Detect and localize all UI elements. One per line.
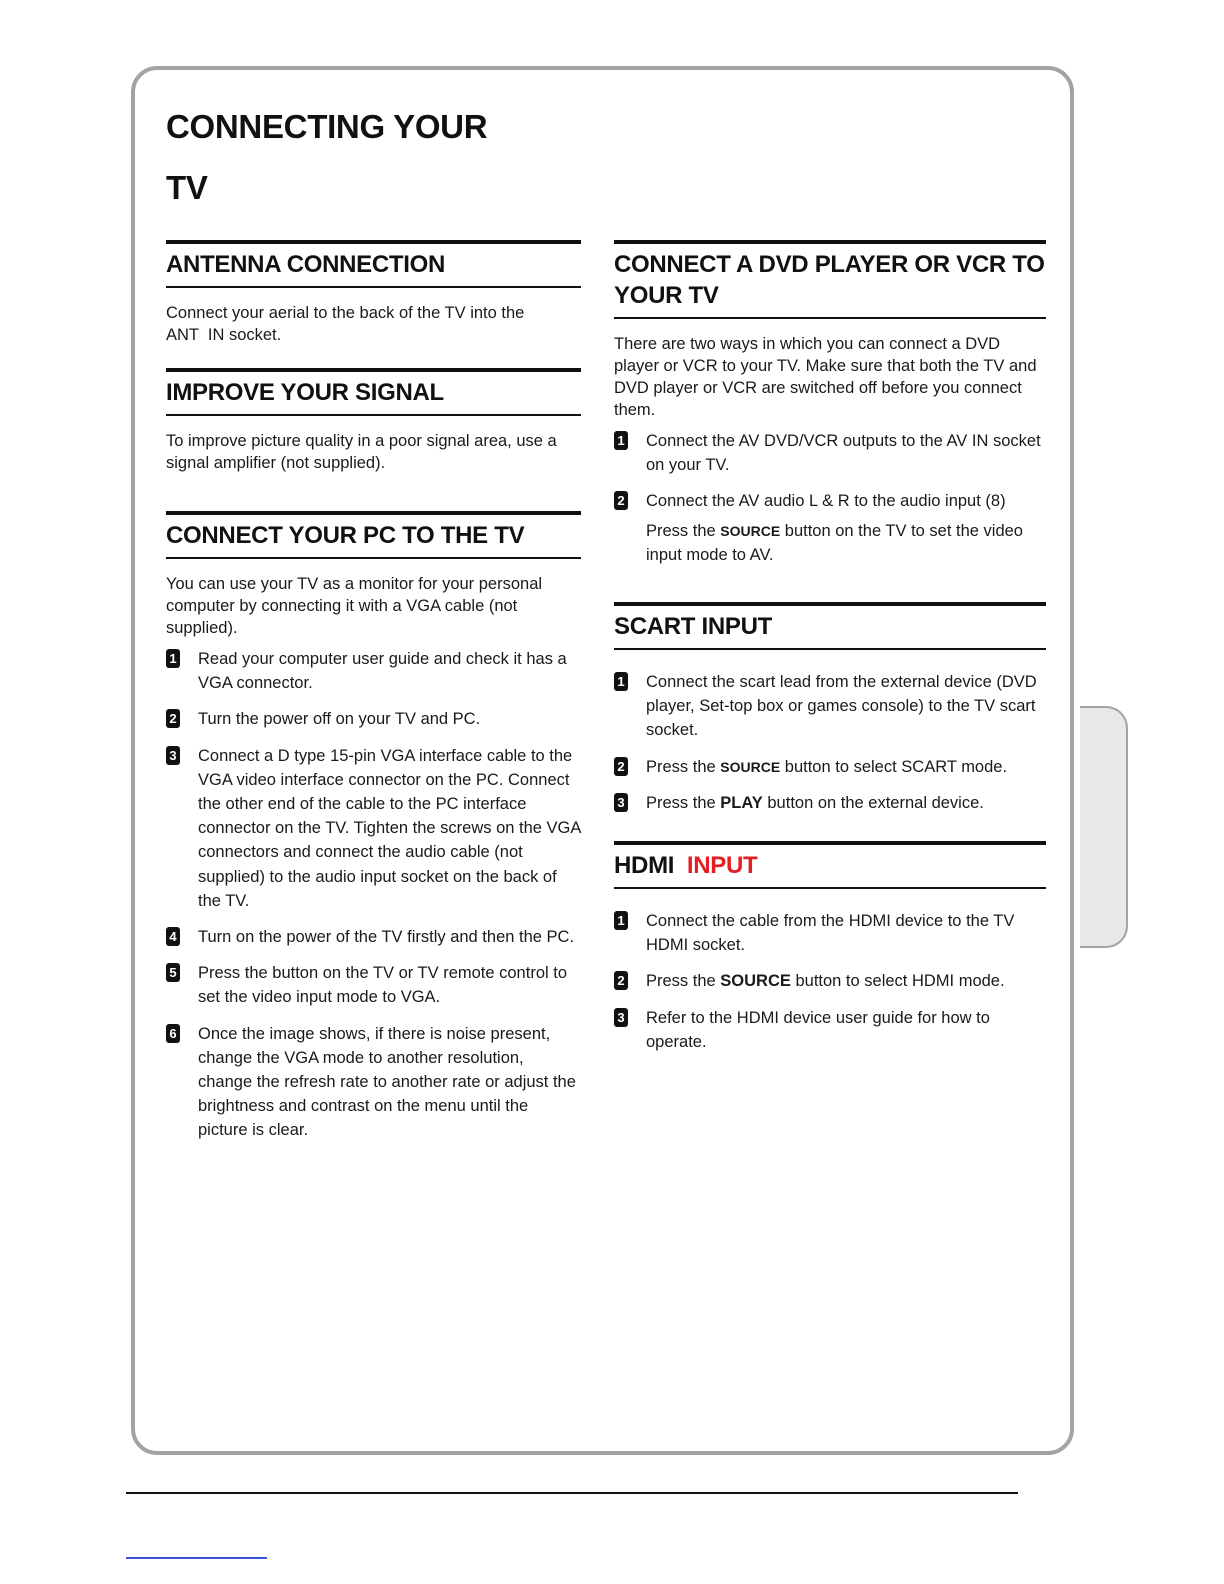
footer-link-underline[interactable]	[126, 1557, 267, 1559]
pc-body: You can use your TV as a monitor for your personal computer by connecting it with a VGA cable (not supplied).	[166, 575, 543, 637]
antenna-heading: ANTENNA CONNECTION	[166, 240, 581, 288]
scart-steps	[614, 670, 1046, 815]
step-number-icon	[614, 911, 628, 930]
scart-step: 3 Press the PLAY button on the external device.	[614, 791, 1046, 815]
signal-section	[166, 368, 581, 511]
hdmi-step: 2 Press the SOURCE button to select HDMI mode.	[614, 969, 1046, 993]
source-key-label: SOURCE	[720, 758, 781, 775]
right-column	[614, 240, 1046, 1066]
step-number-icon	[614, 793, 628, 812]
pc-section	[166, 511, 581, 1143]
pc-step: 2 Turn the power off on your TV and PC.	[166, 707, 581, 731]
step-number-icon	[166, 963, 180, 982]
source-key-label: SOURCE	[720, 522, 781, 539]
signal-body: To improve picture quality in a poor signal area, use a signal amplifier (not supplied).	[166, 432, 557, 472]
pc-steps	[166, 647, 581, 1143]
side-tab	[1080, 706, 1128, 948]
antenna-body: Connect your aerial to the back of the TV into the ANT IN socket.	[166, 304, 525, 344]
pc-step: 4 Turn on the power of the TV firstly and then the PC.	[166, 925, 581, 949]
step-number-icon	[614, 971, 628, 990]
hdmi-heading: HDMI INPUT	[614, 841, 1046, 889]
scart-section	[614, 602, 1046, 841]
step-number-icon	[614, 757, 628, 776]
dvd-body: There are two ways in which you can connect a DVD player or VCR to your TV. Make sure that both the TV and DVD player or VCR are switched off before you connect them.	[614, 335, 1037, 419]
hdmi-steps	[614, 909, 1046, 1054]
dvd-step: 2 Connect the AV audio L & R to the audio input (8) Press the SOURCE button on the TV to set the video input mode to AV.	[614, 489, 1046, 567]
dvd-section	[614, 240, 1046, 602]
step-number-icon	[166, 746, 180, 765]
step-number-icon	[614, 1008, 628, 1027]
hdmi-heading-accent: INPUT	[686, 852, 758, 879]
pc-heading: CONNECT YOUR PC TO THE TV	[166, 511, 581, 559]
dvd-heading: CONNECT A DVD PLAYER OR VCR TO YOUR TV	[614, 240, 1046, 319]
pc-step: 1 Read your computer user guide and check it has a VGA connector.	[166, 647, 581, 695]
step-number-icon	[166, 927, 180, 946]
pc-step: 3 Connect a D type 15-pin VGA interface cable to the VGA video interface connector on the PC. Connect the other end of the cable to the PC interface connector on the TV. Tighten the screws on the VGA connectors and connect the audio cable (not supplied) to the audio input socket on the back of the TV.	[166, 744, 581, 913]
hdmi-step: 3 Refer to the HDMI device user guide for how to operate.	[614, 1006, 1046, 1054]
left-column	[166, 240, 581, 1155]
antenna-section	[166, 240, 581, 368]
dvd-step-note: Press the SOURCE button on the TV to set the video input mode to AV.	[646, 521, 1028, 564]
step-number-icon	[166, 1024, 180, 1043]
step-number-icon	[614, 672, 628, 691]
step-number-icon	[166, 709, 180, 728]
scart-step: 2 Press the SOURCE button to select SCART mode.	[614, 755, 1046, 779]
signal-heading: IMPROVE YOUR SIGNAL	[166, 368, 581, 416]
hdmi-section	[614, 841, 1046, 1054]
dvd-steps	[614, 429, 1046, 567]
hdmi-step: 1 Connect the cable from the HDMI device to the TV HDMI socket.	[614, 909, 1046, 957]
source-key-label: SOURCE	[720, 972, 791, 991]
step-number-icon	[166, 649, 180, 668]
scart-heading: SCART INPUT	[614, 602, 1046, 650]
page-title: CONNECTING YOUR TV	[166, 108, 488, 206]
step-number-icon	[614, 431, 628, 450]
footer-rule	[126, 1492, 1018, 1494]
step-number-icon	[614, 491, 628, 510]
scart-step: 1 Connect the scart lead from the external device (DVD player, Set-top box or games console) to the TV scart socket.	[614, 670, 1046, 743]
play-key-label: PLAY	[720, 793, 763, 812]
pc-step: 6 Once the image shows, if there is noise present, change the VGA mode to another resolution, change the refresh rate to another rate or adjust the brightness and contrast on the menu until the picture is clear.	[166, 1022, 581, 1143]
dvd-step: 1 Connect the AV DVD/VCR outputs to the AV IN socket on your TV.	[614, 429, 1046, 477]
pc-step: 5 Press the button on the TV or TV remote control to set the video input mode to VGA.	[166, 961, 581, 1009]
